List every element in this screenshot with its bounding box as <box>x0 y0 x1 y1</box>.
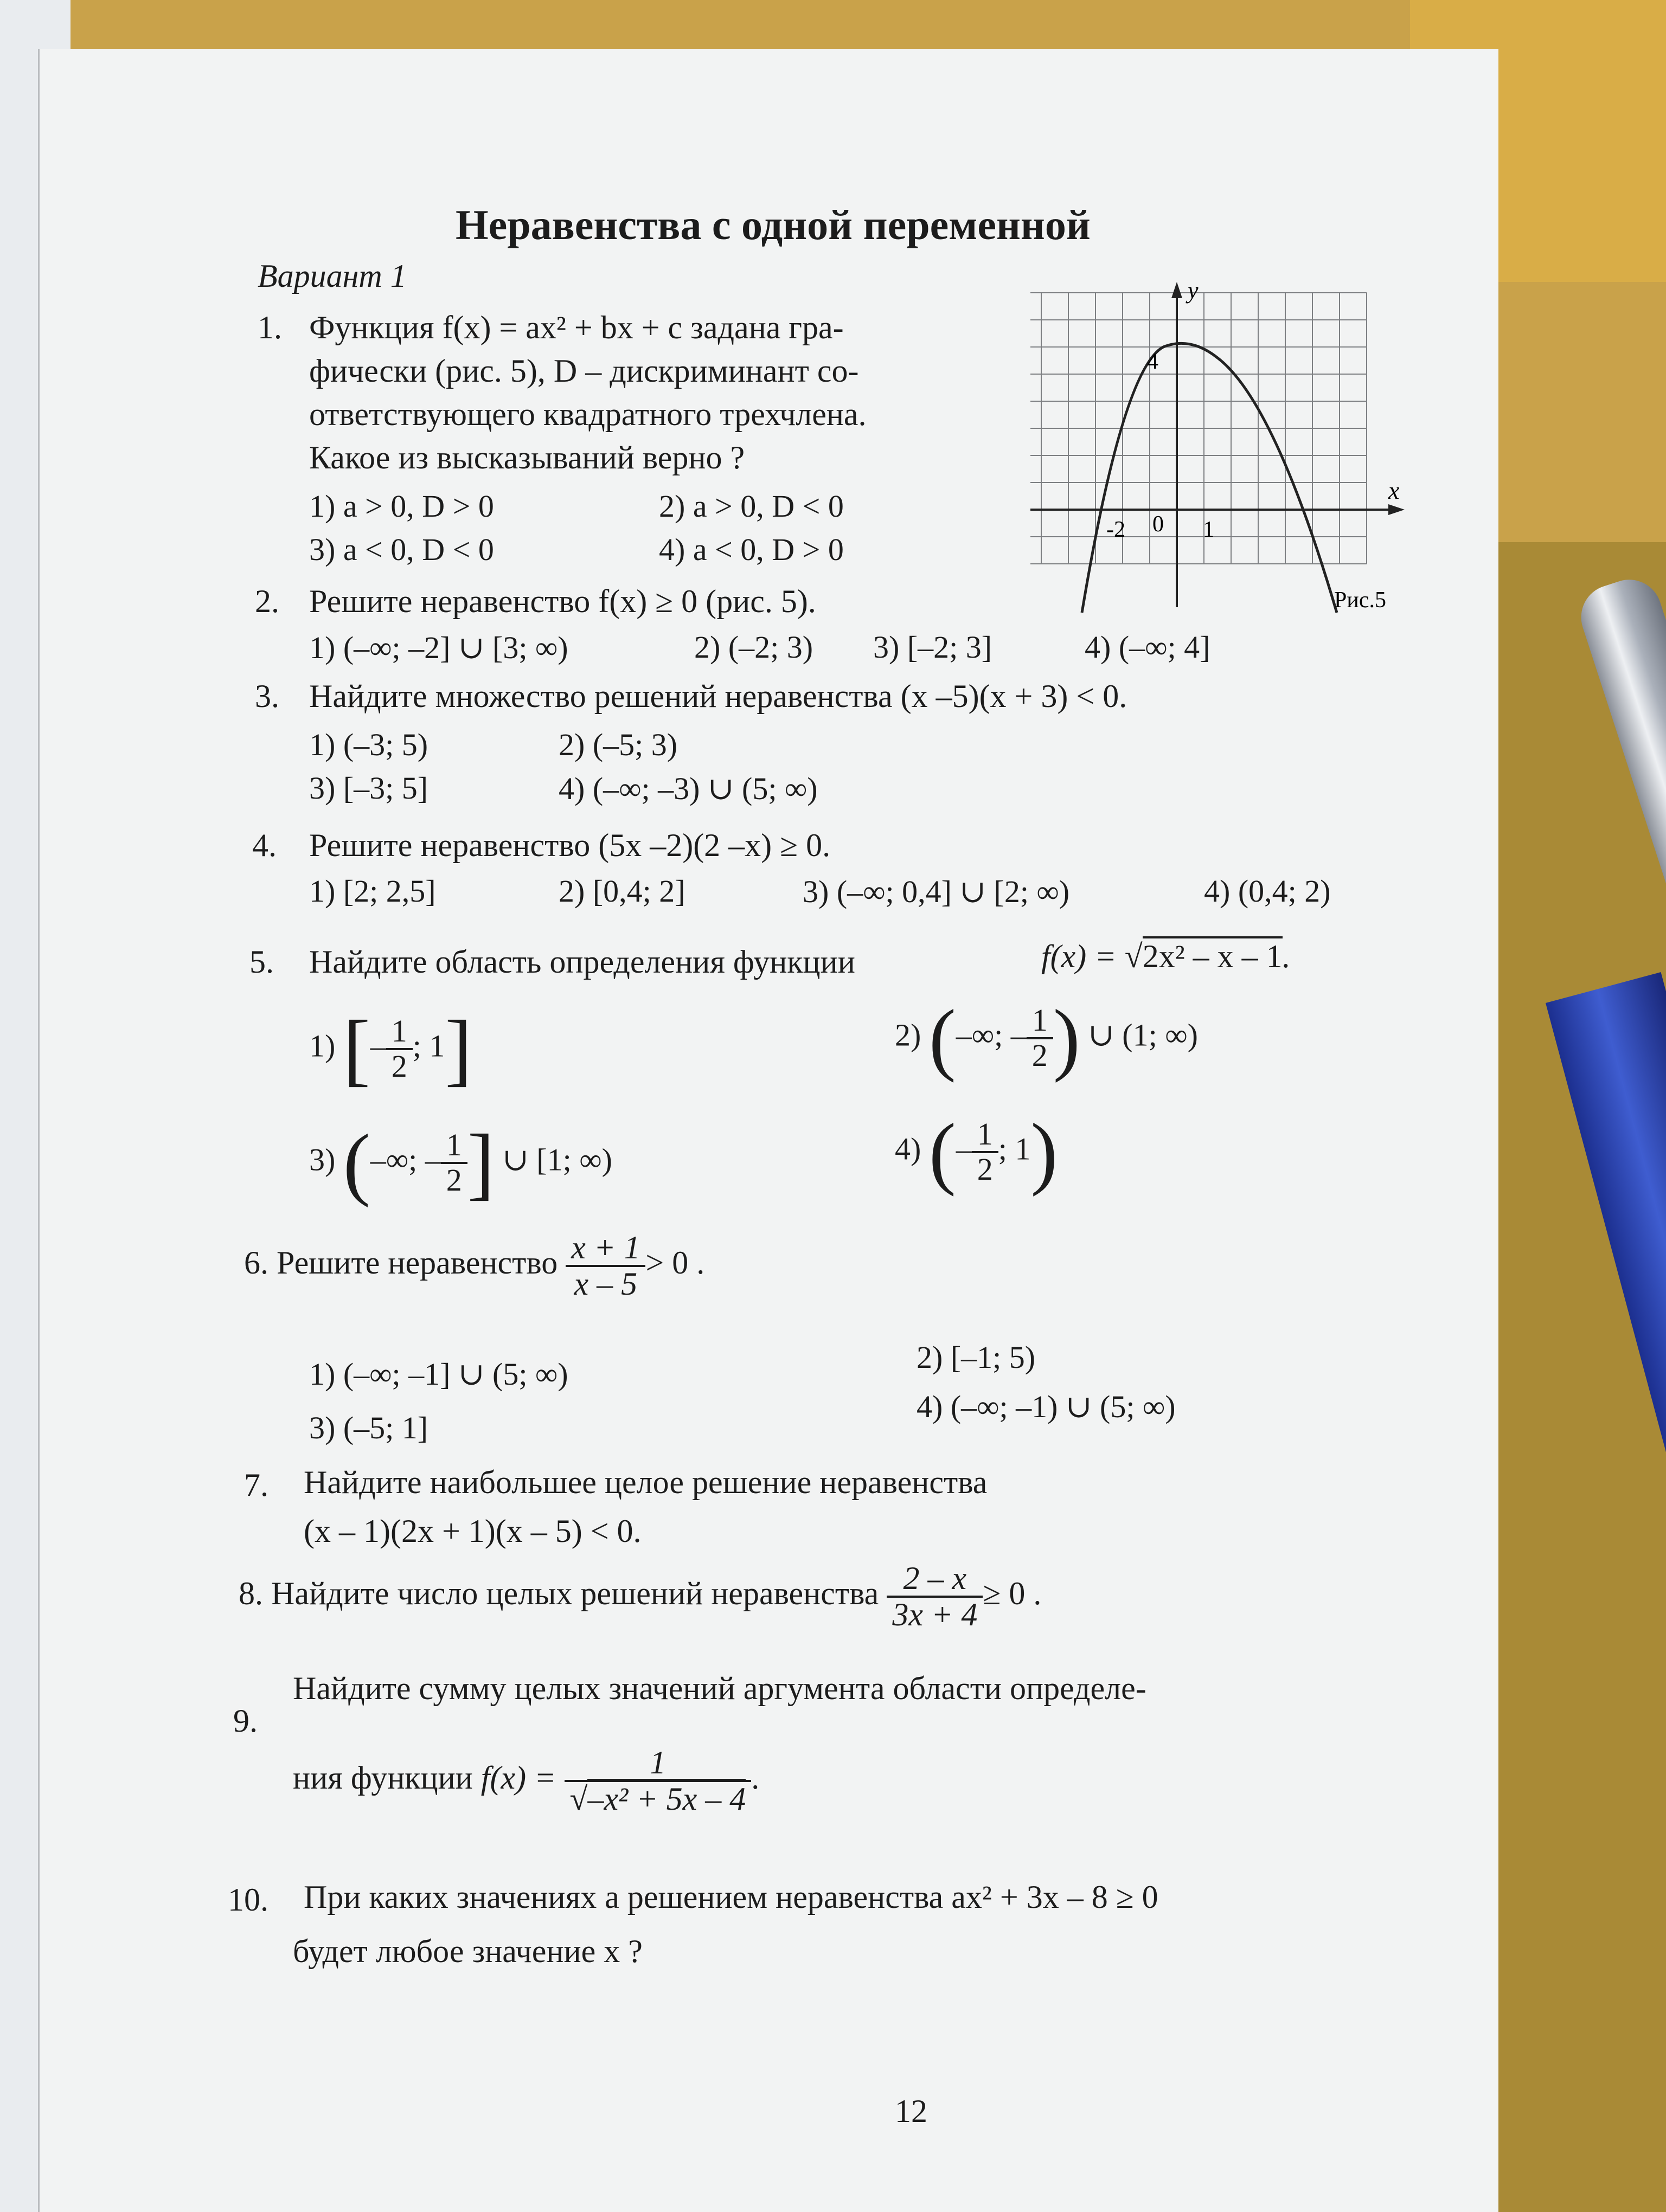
q4-option-3: 3) (–∞; 0,4] ∪ [2; ∞) <box>803 874 1070 909</box>
q6-option-3: 3) (–5; 1] <box>309 1410 428 1445</box>
q5-number: 5. <box>249 944 274 980</box>
q9-number: 9. <box>233 1703 258 1739</box>
q1-line1: Функция f(x) = ax² + bx + c задана гра- <box>309 310 844 345</box>
q6-option-4: 4) (–∞; –1) ∪ (5; ∞) <box>917 1389 1176 1424</box>
q5-o4-label: 4) <box>895 1131 921 1167</box>
q5-o1-pre: – <box>370 1028 386 1064</box>
q5-o2-fraction: $\frac{1}{2}$ <box>1027 1004 1053 1072</box>
q5-o1-post: ; 1 <box>412 1028 445 1064</box>
q4-text: Решите неравенство (5x –2)(2 –x) ≥ 0. <box>309 827 831 863</box>
q1-option-1: 1) a > 0, D > 0 <box>309 488 494 524</box>
q3-option-2: 2) (–5; 3) <box>559 727 678 762</box>
q5-formula-lhs: f(x) = <box>1041 938 1125 974</box>
q3-text: Найдите множество решений неравенства (x –5)(x + 3) < 0. <box>309 678 1127 714</box>
parabola-graph <box>1030 282 1410 618</box>
q9-tail: . <box>751 1759 760 1796</box>
q8-line <box>239 1561 1041 1632</box>
q4-option-4: 4) (0,4; 2) <box>1204 873 1331 909</box>
q5-o1-fraction: $\frac{1}{2}$ <box>386 1015 413 1083</box>
page-number: 12 <box>895 2093 927 2129</box>
q6-option-1: 1) (–∞; –1] ∪ (5; ∞) <box>309 1356 568 1392</box>
q5-o4-post: ; 1 <box>998 1131 1031 1167</box>
y-axis-label: y <box>1188 282 1199 304</box>
q9-line1: Найдите сумму целых значений аргумента области определе- <box>293 1670 1146 1706</box>
q2-option-2: 2) (–2; 3) <box>694 629 813 665</box>
q3-option-1: 1) (–3; 5) <box>309 727 428 762</box>
grid <box>1030 293 1367 564</box>
x-axis-arrow <box>1388 504 1405 515</box>
q8-fraction: $\frac{2 - x}{3x + 4}$ <box>887 1561 983 1632</box>
q4-option-1: 1) [2; 2,5] <box>309 873 436 909</box>
q2-text: Решите неравенство f(x) ≥ 0 (рис. 5). <box>309 583 816 619</box>
y-axis-arrow <box>1171 282 1182 298</box>
q10-line2: будет любое значение x ? <box>293 1933 643 1969</box>
q1-line4: Какое из высказываний верно ? <box>309 440 745 475</box>
q1-option-2: 2) a > 0, D < 0 <box>659 488 844 524</box>
figure-5 <box>1030 282 1410 618</box>
q7-number: 7. <box>244 1467 268 1503</box>
q8-tail: ≥ 0 . <box>983 1575 1042 1611</box>
q5-option-4: 4) (– $\frac{1}{2}$ ; 1) <box>895 1107 1058 1197</box>
figure-caption: Рис.5 <box>1334 588 1386 613</box>
q2-option-1: 1) (–∞; –2] ∪ [3; ∞) <box>309 630 568 665</box>
q5-o3-post: ∪ [1; ∞) <box>502 1142 612 1178</box>
q10-number: 10. <box>228 1882 268 1918</box>
q8-text: Найдите число целых решений неравенства <box>271 1575 879 1611</box>
q2-option-4: 4) (–∞; 4] <box>1085 629 1210 665</box>
q5-o3-fraction: $\frac{1}{2}$ <box>441 1129 467 1197</box>
q3-option-3: 3) [–3; 5] <box>309 770 428 806</box>
q6-number: 6. <box>244 1244 268 1281</box>
q6-text: Решите неравенство <box>277 1244 558 1281</box>
q2-option-3: 3) [–2; 3] <box>873 629 992 665</box>
q4-option-2: 2) [0,4; 2] <box>559 873 685 909</box>
q3-option-4: 4) (–∞; –3) ∪ (5; ∞) <box>559 771 818 806</box>
tick-label-neg2: -2 <box>1106 517 1125 542</box>
q6-tail: > 0 . <box>645 1244 705 1281</box>
q5-option-2: 2) (–∞; – $\frac{1}{2}$ ) ∪ (1; ∞) <box>895 993 1198 1083</box>
q4-number: 4. <box>252 827 277 863</box>
q5-o2-post: ∪ (1; ∞) <box>1088 1017 1198 1053</box>
q6-line <box>244 1231 704 1301</box>
q5-formula <box>1041 938 1291 975</box>
q6-option-2: 2) [–1; 5) <box>917 1340 1036 1375</box>
q8-number: 8. <box>239 1575 263 1611</box>
q7-line2: (x – 1)(2x + 1)(x – 5) < 0. <box>304 1513 642 1549</box>
q9-line2-wrap <box>293 1746 759 1816</box>
q5-o4-pre: – <box>956 1131 972 1167</box>
q5-formula-end: . <box>1282 938 1291 974</box>
q9-line2: ния функции <box>293 1759 473 1796</box>
q3-number: 3. <box>255 678 279 714</box>
page-title: Неравенства с одной переменной <box>456 201 1091 248</box>
q9-fraction: $\frac{1}{\text{√–x² + 5x – 4}}$ <box>565 1746 752 1816</box>
parabola-curve <box>1082 343 1337 613</box>
tick-label-1: 1 <box>1203 517 1214 542</box>
q5-option-3: 3) (–∞; – $\frac{1}{2}$ ] ∪ [1; ∞) <box>309 1118 612 1208</box>
variant-label: Вариант 1 <box>258 258 407 294</box>
q7-line1: Найдите наибольшее целое решение неравенства <box>304 1464 988 1500</box>
tick-label-4: 4 <box>1147 349 1158 374</box>
q10-line1: При каких значениях a решением неравенства ax² + 3x – 8 ≥ 0 <box>304 1879 1158 1915</box>
q5-formula-radicand: 2x² – x – 1 <box>1143 936 1283 974</box>
q5-o1-label: 1) <box>309 1028 336 1064</box>
q1-option-3: 3) a < 0, D < 0 <box>309 532 494 567</box>
q1-option-4: 4) a < 0, D > 0 <box>659 532 844 567</box>
q1-number: 1. <box>258 310 282 345</box>
q5-o4-fraction: $\frac{1}{2}$ <box>972 1118 998 1186</box>
q5-text: Найдите область определения функции <box>309 944 855 980</box>
q5-o3-pre: –∞; – <box>370 1142 441 1178</box>
q9-formula-lhs: f(x) = <box>480 1759 556 1796</box>
q5-option-1: 1) [– $\frac{1}{2}$ ; 1] <box>309 1004 472 1094</box>
q6-fraction: $\frac{x + 1}{x - 5}$ <box>566 1231 645 1301</box>
sqrt-symbol: √ <box>1124 938 1143 974</box>
tick-label-0: 0 <box>1152 512 1164 537</box>
q1-line2: фически (рис. 5), D – дискриминант со- <box>309 353 859 389</box>
q5-o2-label: 2) <box>895 1017 921 1053</box>
q5-o2-pre: –∞; – <box>956 1017 1027 1053</box>
q1-line3: ответствующего квадратного трехчлена. <box>309 396 867 432</box>
x-axis-label: x <box>1388 477 1400 504</box>
q2-number: 2. <box>255 583 279 619</box>
q5-o3-label: 3) <box>309 1142 336 1178</box>
